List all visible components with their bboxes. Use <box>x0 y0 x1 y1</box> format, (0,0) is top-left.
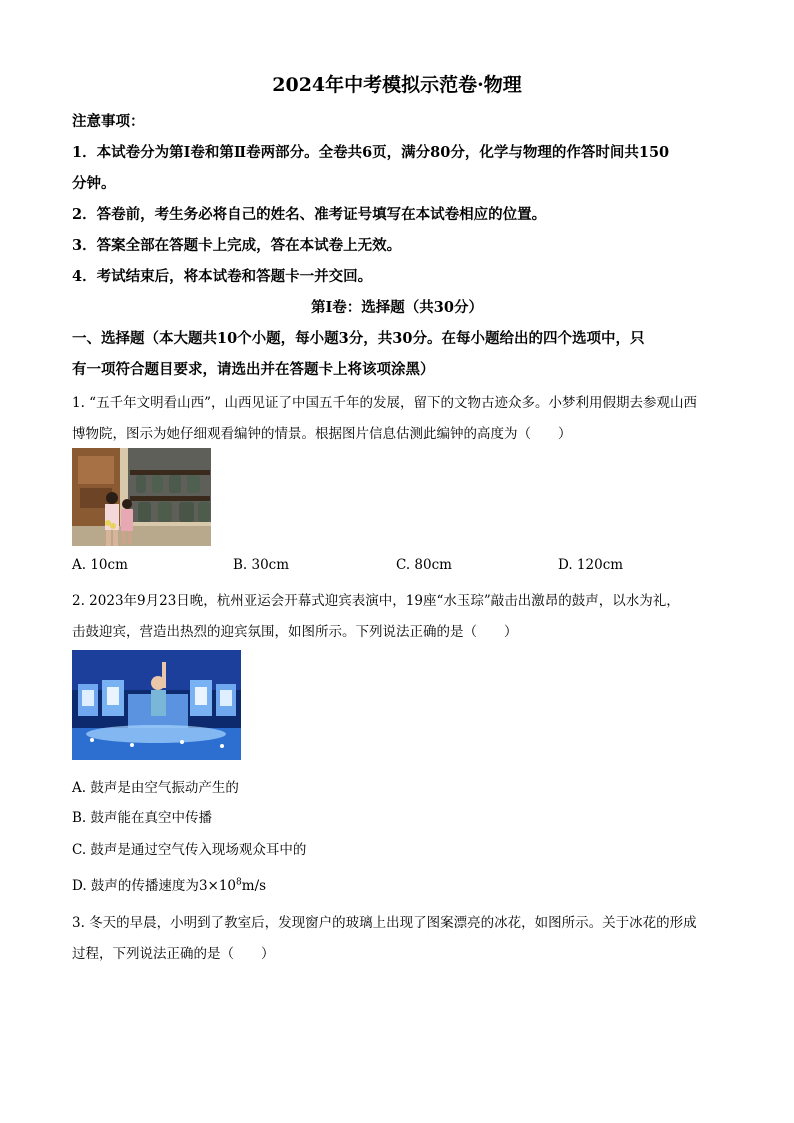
page-title: 2024年中考模拟示范卷·物理 <box>272 74 522 96</box>
q2-option-d-base: 3×10 <box>198 878 237 894</box>
question-3-text-cont: 过程，下列说法正确的是（ ） <box>72 946 275 962</box>
q1-option-d: D. 120cm <box>558 557 624 573</box>
section-title: 第Ⅰ卷：选择题（共30分） <box>311 299 483 316</box>
q2-option-b: B. 鼓声能在真空中传播 <box>72 810 213 826</box>
question-1-text: 1. “五千年文明看山西”，山西见证了中国五千年的发展，留下的文物古迹众多。小梦利用假期去参观山西 <box>72 395 697 411</box>
q1-option-c: C. 80cm <box>396 557 452 573</box>
notice-item-2: 2．答卷前，考生务必将自己的姓名、准考证号填写在本试卷相应的位置。 <box>72 206 547 223</box>
q2-option-a: A. 鼓声是由空气振动产生的 <box>72 780 239 796</box>
notice-item-1-cont: 分钟。 <box>72 175 116 192</box>
notice-heading: 注意事项： <box>72 113 145 130</box>
section-instructions-cont: 有一项符合题目要求，请选出并在答题卡上将该项涂黑） <box>72 361 435 378</box>
bianzhong-museum-photo <box>72 448 211 546</box>
q1-option-b: B. 30cm <box>233 557 290 573</box>
q1-option-a: A. 10cm <box>72 557 128 573</box>
notice-item-1: 1．本试卷分为第Ⅰ卷和第Ⅱ卷两部分。全卷共6页，满分80分，化学与物理的作答时间共150 <box>72 144 670 161</box>
question-2-text: 2. 2023年9月23日晚，杭州亚运会开幕式迎宾表演中，19座“水玉琮”敲击出激昂的鼓声，以水为礼， <box>72 593 680 609</box>
q2-option-d-exponent: 8 <box>236 877 242 888</box>
water-drum-performance-photo <box>72 650 241 760</box>
notice-item-3: 3．答案全部在答题卡上完成，答在本试卷上无效。 <box>72 237 402 254</box>
q2-option-d-unit: m/s <box>241 878 267 894</box>
q2-option-c: C. 鼓声是通过空气传入现场观众耳中的 <box>72 842 307 858</box>
notice-item-4: 4．考试结束后，将本试卷和答题卡一并交回。 <box>72 268 373 285</box>
question-3-text: 3. 冬天的早晨，小明到了教室后，发现窗户的玻璃上出现了图案漂亮的冰花，如图所示。关于冰花的形成 <box>72 915 697 931</box>
q2-option-d <box>72 874 266 894</box>
question-1-text-cont: 博物院，图示为她仔细观看编钟的情景。根据图片信息估测此编钟的高度为（ ） <box>72 426 572 442</box>
question-2-text-cont: 击鼓迎宾，营造出热烈的迎宾氛围，如图所示。下列说法正确的是（ ） <box>72 624 518 640</box>
q2-option-d-text: D. 鼓声的传播速度为 <box>72 878 199 894</box>
section-instructions: 一、选择题（本大题共10个小题，每小题3分，共30分。在每小题给出的四个选项中，只 <box>72 330 645 347</box>
